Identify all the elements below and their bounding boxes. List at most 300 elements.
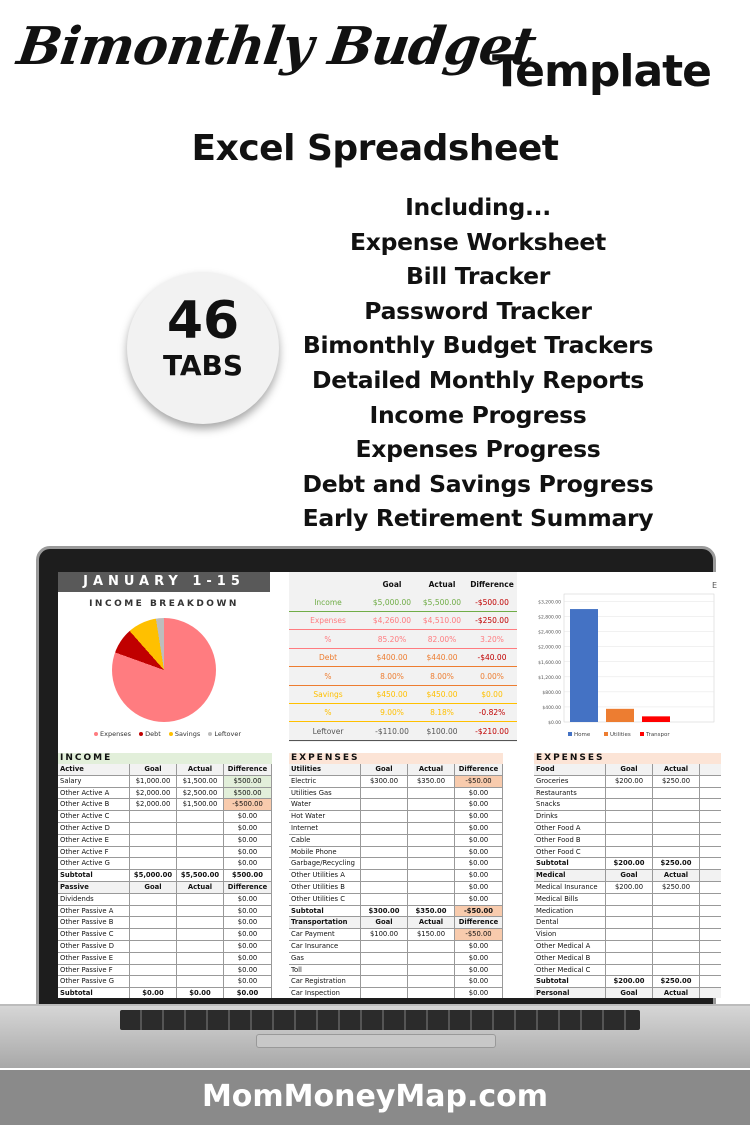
table-cell[interactable]: [361, 788, 408, 799]
table-cell[interactable]: [177, 953, 224, 964]
table-cell[interactable]: [653, 929, 700, 940]
table-cell[interactable]: Medication: [534, 906, 606, 917]
table-cell[interactable]: Actual: [653, 870, 700, 881]
summary-cell: Expenses: [310, 616, 346, 626]
table-cell[interactable]: [408, 882, 455, 893]
table-cell[interactable]: -$50.00: [455, 929, 503, 940]
table-cell[interactable]: $0.00: [455, 799, 503, 810]
table-cell[interactable]: Other Passive C: [58, 929, 130, 940]
table-cell[interactable]: $500.00: [224, 788, 272, 799]
table-cell[interactable]: $2,000.00: [130, 788, 177, 799]
table-cell[interactable]: [130, 847, 177, 858]
table-cell[interactable]: $0.00: [224, 847, 272, 858]
table-cell[interactable]: [700, 917, 721, 928]
table-row: [58, 870, 272, 882]
table-row: [58, 953, 272, 965]
table-cell[interactable]: [361, 976, 408, 987]
table-cell[interactable]: Passive: [58, 882, 130, 893]
summary-cell: -$210.00: [475, 726, 509, 736]
table-cell[interactable]: Other Active D: [58, 823, 130, 834]
table-cell[interactable]: [130, 917, 177, 928]
summary-cell: 0.00%: [480, 671, 504, 681]
section-title: EXPENSES: [534, 753, 721, 764]
table-cell[interactable]: [606, 823, 653, 834]
table-row: [534, 988, 721, 998]
table-cell[interactable]: Other Passive A: [58, 906, 130, 917]
table-cell[interactable]: $300.00: [361, 776, 408, 787]
table-cell[interactable]: $500.00: [224, 870, 272, 881]
table-cell[interactable]: [177, 847, 224, 858]
table-cell[interactable]: $0.00: [455, 788, 503, 799]
table-row: [534, 858, 721, 870]
table-cell[interactable]: $1,500.00: [177, 799, 224, 810]
table-cell[interactable]: [653, 953, 700, 964]
table-cell[interactable]: [606, 788, 653, 799]
table-cell[interactable]: [408, 847, 455, 858]
table-cell[interactable]: $2,000.00: [130, 799, 177, 810]
table-cell[interactable]: [130, 965, 177, 976]
summary-table: [289, 572, 517, 742]
table-cell[interactable]: Utilities Gas: [289, 788, 361, 799]
table-cell[interactable]: Restaurants: [534, 788, 606, 799]
table-cell[interactable]: Other Medical B: [534, 953, 606, 964]
feature-item: Debt and Savings Progress: [302, 469, 654, 498]
table-cell[interactable]: $250.00: [653, 976, 700, 987]
table-cell[interactable]: Actual: [653, 988, 700, 998]
table-cell[interactable]: Car Insurance: [289, 941, 361, 952]
table-cell[interactable]: Difference: [455, 917, 503, 928]
table-cell[interactable]: [606, 917, 653, 928]
table-cell[interactable]: Other Passive E: [58, 953, 130, 964]
table-cell[interactable]: $0.00: [455, 835, 503, 846]
table-row: [289, 976, 503, 988]
table-cell[interactable]: Actual: [653, 764, 700, 775]
summary-cell: Debt: [318, 653, 338, 663]
table-cell[interactable]: [177, 929, 224, 940]
table-cell[interactable]: [408, 811, 455, 822]
table-cell[interactable]: [653, 823, 700, 834]
table-cell[interactable]: Other Food C: [534, 847, 606, 858]
table-cell[interactable]: $0.00: [224, 988, 272, 998]
table-cell[interactable]: Dental: [534, 917, 606, 928]
table-cell[interactable]: [606, 835, 653, 846]
table-cell[interactable]: $250.00: [653, 776, 700, 787]
y-tick-label: $1,600.00: [538, 660, 561, 666]
table-cell[interactable]: Other Passive G: [58, 976, 130, 987]
table-cell[interactable]: [700, 811, 721, 822]
table-row: [289, 858, 503, 870]
table-cell[interactable]: $0.00: [224, 823, 272, 834]
summary-cell: -$110.00: [375, 726, 409, 736]
table-cell[interactable]: Subtotal: [534, 858, 606, 869]
table-cell[interactable]: [130, 929, 177, 940]
table-cell[interactable]: $0.00: [455, 882, 503, 893]
table-cell[interactable]: [361, 835, 408, 846]
table-row: [58, 906, 272, 918]
table-cell[interactable]: Gas: [289, 953, 361, 964]
table-cell[interactable]: Other Passive B: [58, 917, 130, 928]
table-cell[interactable]: [130, 858, 177, 869]
table-cell[interactable]: [606, 799, 653, 810]
table-cell[interactable]: [408, 870, 455, 881]
table-cell[interactable]: [653, 799, 700, 810]
table-cell[interactable]: Vision: [534, 929, 606, 940]
table-cell[interactable]: $100.00: [361, 929, 408, 940]
table-row: [58, 764, 272, 776]
summary-cell: 82.00%: [427, 634, 457, 644]
table-cell[interactable]: [130, 823, 177, 834]
summary-cell: $450.00: [376, 690, 408, 699]
table-cell[interactable]: [130, 941, 177, 952]
table-cell[interactable]: Other Active E: [58, 835, 130, 846]
table-row: [289, 965, 503, 977]
table-cell[interactable]: Other Medical A: [534, 941, 606, 952]
table-cell[interactable]: [361, 858, 408, 869]
table-cell[interactable]: Internet: [289, 823, 361, 834]
table-cell[interactable]: $0.00: [455, 941, 503, 952]
feature-item: Early Retirement Summary: [302, 504, 654, 533]
table-cell[interactable]: Goal: [606, 764, 653, 775]
table-cell[interactable]: [408, 941, 455, 952]
table-row: [58, 858, 272, 870]
table-cell[interactable]: $0.00: [224, 953, 272, 964]
table-cell[interactable]: $0.00: [224, 941, 272, 952]
table-cell[interactable]: Other Active A: [58, 788, 130, 799]
table-cell[interactable]: Medical: [534, 870, 606, 881]
table-row: [58, 799, 272, 811]
badge-label: TABS: [162, 349, 244, 382]
table-cell[interactable]: [361, 882, 408, 893]
table-cell[interactable]: Other Food A: [534, 823, 606, 834]
table-cell[interactable]: [361, 988, 408, 998]
table-cell[interactable]: Difference: [455, 764, 503, 775]
table-cell[interactable]: $0.00: [455, 953, 503, 964]
table-cell[interactable]: $0.00: [177, 988, 224, 998]
table-cell[interactable]: [177, 941, 224, 952]
table-cell[interactable]: [653, 811, 700, 822]
table-cell[interactable]: [700, 847, 721, 858]
table-cell[interactable]: [177, 894, 224, 905]
table-cell[interactable]: $0.00: [455, 847, 503, 858]
table-cell[interactable]: [700, 823, 721, 834]
table-cell[interactable]: [700, 776, 721, 787]
table-cell[interactable]: [700, 788, 721, 799]
table-cell[interactable]: [700, 870, 721, 881]
table-cell[interactable]: $200.00: [606, 858, 653, 869]
table-cell[interactable]: Transportation: [289, 917, 361, 928]
table-cell[interactable]: [700, 929, 721, 940]
table-cell[interactable]: Hot Water: [289, 811, 361, 822]
table-cell[interactable]: Other Utilities A: [289, 870, 361, 881]
table-cell[interactable]: [361, 894, 408, 905]
feature-list: [302, 190, 654, 536]
table-cell[interactable]: Other Active F: [58, 847, 130, 858]
table-cell[interactable]: Cable: [289, 835, 361, 846]
table-cell[interactable]: Subtotal: [289, 906, 361, 917]
table-cell[interactable]: Car Payment: [289, 929, 361, 940]
y-tick-label: $0.00: [548, 721, 561, 726]
table-cell[interactable]: [177, 823, 224, 834]
table-cell[interactable]: Car Inspection: [289, 988, 361, 998]
table-cell[interactable]: Medical Insurance: [534, 882, 606, 893]
table-cell[interactable]: [361, 870, 408, 881]
table-row: [534, 882, 721, 894]
table-cell[interactable]: [361, 847, 408, 858]
table-cell[interactable]: $2,500.00: [177, 788, 224, 799]
table-cell[interactable]: [177, 917, 224, 928]
footer-site-banner[interactable]: MomMoneyMap.com: [0, 1070, 750, 1125]
table-cell[interactable]: $350.00: [408, 906, 455, 917]
table-cell[interactable]: -$50.00: [455, 776, 503, 787]
table-cell[interactable]: [361, 965, 408, 976]
table-cell[interactable]: Groceries: [534, 776, 606, 787]
table-cell[interactable]: [653, 941, 700, 952]
table-cell[interactable]: Electric: [289, 776, 361, 787]
table-cell[interactable]: $250.00: [653, 858, 700, 869]
table-cell[interactable]: $0.00: [224, 894, 272, 905]
table-cell[interactable]: [408, 823, 455, 834]
table-cell[interactable]: $0.00: [224, 976, 272, 987]
table-cell[interactable]: $0.00: [455, 988, 503, 998]
table-cell[interactable]: $0.00: [224, 929, 272, 940]
table-cell[interactable]: $350.00: [408, 776, 455, 787]
legend-label: Home: [574, 732, 591, 738]
table-cell[interactable]: [653, 835, 700, 846]
table-cell[interactable]: Other Passive F: [58, 965, 130, 976]
table-cell[interactable]: $0.00: [224, 965, 272, 976]
table-cell[interactable]: Dividends: [58, 894, 130, 905]
table-cell[interactable]: [606, 894, 653, 905]
table-cell[interactable]: [177, 811, 224, 822]
legend-swatch: [568, 732, 572, 736]
table-cell[interactable]: $5,000.00: [130, 870, 177, 881]
table-cell[interactable]: [700, 988, 721, 998]
table-cell[interactable]: Utilities: [289, 764, 361, 775]
table-cell[interactable]: [606, 847, 653, 858]
table-cell[interactable]: Drinks: [534, 811, 606, 822]
summary-cell: $0.00: [481, 690, 503, 699]
table-cell[interactable]: Difference: [224, 764, 272, 775]
table-cell[interactable]: Actual: [177, 764, 224, 775]
summary-cell: 8.18%: [430, 708, 454, 718]
table-cell[interactable]: [653, 917, 700, 928]
table-cell[interactable]: [408, 858, 455, 869]
table-cell[interactable]: [700, 858, 721, 869]
table-cell[interactable]: $0.00: [224, 906, 272, 917]
table-cell[interactable]: Water: [289, 799, 361, 810]
table-cell[interactable]: -$50.00: [455, 906, 503, 917]
table-cell[interactable]: Other Active G: [58, 858, 130, 869]
table-cell[interactable]: $200.00: [606, 882, 653, 893]
table-cell[interactable]: Goal: [130, 882, 177, 893]
table-cell[interactable]: [361, 953, 408, 964]
table-cell[interactable]: $0.00: [130, 988, 177, 998]
table-cell[interactable]: $250.00: [653, 882, 700, 893]
legend-expenses: Expenses: [94, 730, 131, 738]
table-cell[interactable]: [653, 847, 700, 858]
table-cell[interactable]: [130, 811, 177, 822]
table-cell[interactable]: Other Passive D: [58, 941, 130, 952]
table-cell[interactable]: -$500.00: [224, 799, 272, 810]
y-tick-label: $2,800.00: [538, 615, 561, 621]
table-cell[interactable]: $5,500.00: [177, 870, 224, 881]
summary-row: [289, 594, 517, 612]
table-cell[interactable]: Goal: [130, 764, 177, 775]
table-row: [534, 870, 721, 882]
table-cell[interactable]: Other Utilities C: [289, 894, 361, 905]
table-cell[interactable]: $0.00: [455, 823, 503, 834]
table-cell[interactable]: Actual: [408, 764, 455, 775]
table-cell[interactable]: $150.00: [408, 929, 455, 940]
table-cell[interactable]: [700, 953, 721, 964]
summary-cell: -$250.00: [475, 616, 509, 626]
table-cell[interactable]: [408, 965, 455, 976]
table-cell[interactable]: Active: [58, 764, 130, 775]
table-cell[interactable]: [130, 953, 177, 964]
laptop-trackpad: [256, 1034, 496, 1048]
table-cell[interactable]: Actual: [408, 917, 455, 928]
table-cell[interactable]: Other Food B: [534, 835, 606, 846]
table-cell[interactable]: [177, 906, 224, 917]
table-row: [58, 965, 272, 977]
table-cell[interactable]: Subtotal: [534, 976, 606, 987]
table-row: [58, 823, 272, 835]
table-cell[interactable]: Subtotal: [58, 870, 130, 881]
table-cell[interactable]: [606, 811, 653, 822]
table-cell[interactable]: $300.00: [361, 906, 408, 917]
table-cell[interactable]: [606, 941, 653, 952]
table-row: [289, 941, 503, 953]
table-row: [289, 776, 503, 788]
table-cell[interactable]: $0.00: [455, 894, 503, 905]
table-cell[interactable]: [408, 788, 455, 799]
table-row: [534, 929, 721, 941]
table-row: [58, 988, 272, 998]
table-cell[interactable]: [606, 965, 653, 976]
table-cell[interactable]: [700, 882, 721, 893]
table-cell[interactable]: $0.00: [224, 858, 272, 869]
table-cell[interactable]: $1,500.00: [177, 776, 224, 787]
table-cell[interactable]: [700, 965, 721, 976]
table-cell[interactable]: Goal: [606, 870, 653, 881]
table-cell[interactable]: Difference: [224, 882, 272, 893]
table-cell[interactable]: Actual: [177, 882, 224, 893]
table-cell[interactable]: [606, 953, 653, 964]
table-cell[interactable]: $200.00: [606, 776, 653, 787]
table-cell[interactable]: [130, 894, 177, 905]
table-cell[interactable]: [177, 835, 224, 846]
table-cell[interactable]: Personal: [534, 988, 606, 998]
table-cell[interactable]: [700, 976, 721, 987]
table-cell[interactable]: [700, 906, 721, 917]
table-row: [289, 882, 503, 894]
table-cell[interactable]: Salary: [58, 776, 130, 787]
table-cell[interactable]: $0.00: [224, 811, 272, 822]
table-cell[interactable]: [361, 941, 408, 952]
table-cell[interactable]: $0.00: [455, 870, 503, 881]
table-cell[interactable]: [606, 929, 653, 940]
table-cell[interactable]: [177, 858, 224, 869]
table-cell[interactable]: Goal: [606, 988, 653, 998]
legend-swatch: [604, 732, 608, 736]
y-tick-label: $2,400.00: [538, 630, 561, 636]
table-cell[interactable]: Other Medical C: [534, 965, 606, 976]
table-cell[interactable]: [177, 965, 224, 976]
table-row: [58, 811, 272, 823]
table-cell[interactable]: Other Utilities B: [289, 882, 361, 893]
table-cell[interactable]: $1,000.00: [130, 776, 177, 787]
table-cell[interactable]: Other Active B: [58, 799, 130, 810]
table-row: [534, 799, 721, 811]
table-row: [534, 965, 721, 977]
table-cell[interactable]: [700, 894, 721, 905]
table-cell[interactable]: [700, 799, 721, 810]
table-cell[interactable]: $0.00: [455, 858, 503, 869]
table-cell[interactable]: Goal: [361, 764, 408, 775]
table-cell[interactable]: Goal: [361, 917, 408, 928]
table-cell[interactable]: [700, 835, 721, 846]
table-cell[interactable]: Medical Bills: [534, 894, 606, 905]
table-row: [289, 929, 503, 941]
table-cell[interactable]: [130, 835, 177, 846]
table-cell[interactable]: [408, 894, 455, 905]
table-cell[interactable]: Subtotal: [58, 988, 130, 998]
table-cell[interactable]: [408, 988, 455, 998]
table-cell[interactable]: [177, 976, 224, 987]
table-cell[interactable]: [408, 835, 455, 846]
table-cell[interactable]: [653, 965, 700, 976]
y-tick-label: $2,000.00: [538, 645, 561, 651]
section-title: INCOME: [58, 753, 272, 764]
table-cell[interactable]: [653, 788, 700, 799]
table-cell[interactable]: $200.00: [606, 976, 653, 987]
table-row: [534, 976, 721, 988]
table-cell[interactable]: Food: [534, 764, 606, 775]
income-pie-chart: [112, 618, 216, 722]
table-cell[interactable]: Other Active C: [58, 811, 130, 822]
table-cell[interactable]: [361, 799, 408, 810]
table-cell[interactable]: [700, 764, 721, 775]
table-cell[interactable]: Mobile Phone: [289, 847, 361, 858]
table-cell[interactable]: [361, 811, 408, 822]
table-cell[interactable]: $0.00: [455, 811, 503, 822]
table-cell[interactable]: [408, 976, 455, 987]
summary-row: [289, 649, 517, 667]
table-row: [289, 811, 503, 823]
table-cell[interactable]: Snacks: [534, 799, 606, 810]
table-cell[interactable]: Toll: [289, 965, 361, 976]
table-cell[interactable]: [130, 906, 177, 917]
table-cell[interactable]: [700, 941, 721, 952]
table-row: [58, 976, 272, 988]
table-cell[interactable]: $0.00: [455, 965, 503, 976]
tabs-count-badge: [127, 272, 279, 424]
table-cell[interactable]: $0.00: [455, 976, 503, 987]
table-cell[interactable]: [653, 906, 700, 917]
table-cell[interactable]: [408, 953, 455, 964]
table-cell[interactable]: [130, 976, 177, 987]
table-cell[interactable]: [653, 894, 700, 905]
table-cell[interactable]: [606, 906, 653, 917]
table-cell[interactable]: Car Registration: [289, 976, 361, 987]
table-row: [534, 917, 721, 929]
table-cell[interactable]: $500.00: [224, 776, 272, 787]
table-cell[interactable]: [408, 799, 455, 810]
table-cell[interactable]: $0.00: [224, 835, 272, 846]
table-cell[interactable]: Garbage/Recycling: [289, 858, 361, 869]
table-cell[interactable]: [361, 823, 408, 834]
table-cell[interactable]: $0.00: [224, 917, 272, 928]
